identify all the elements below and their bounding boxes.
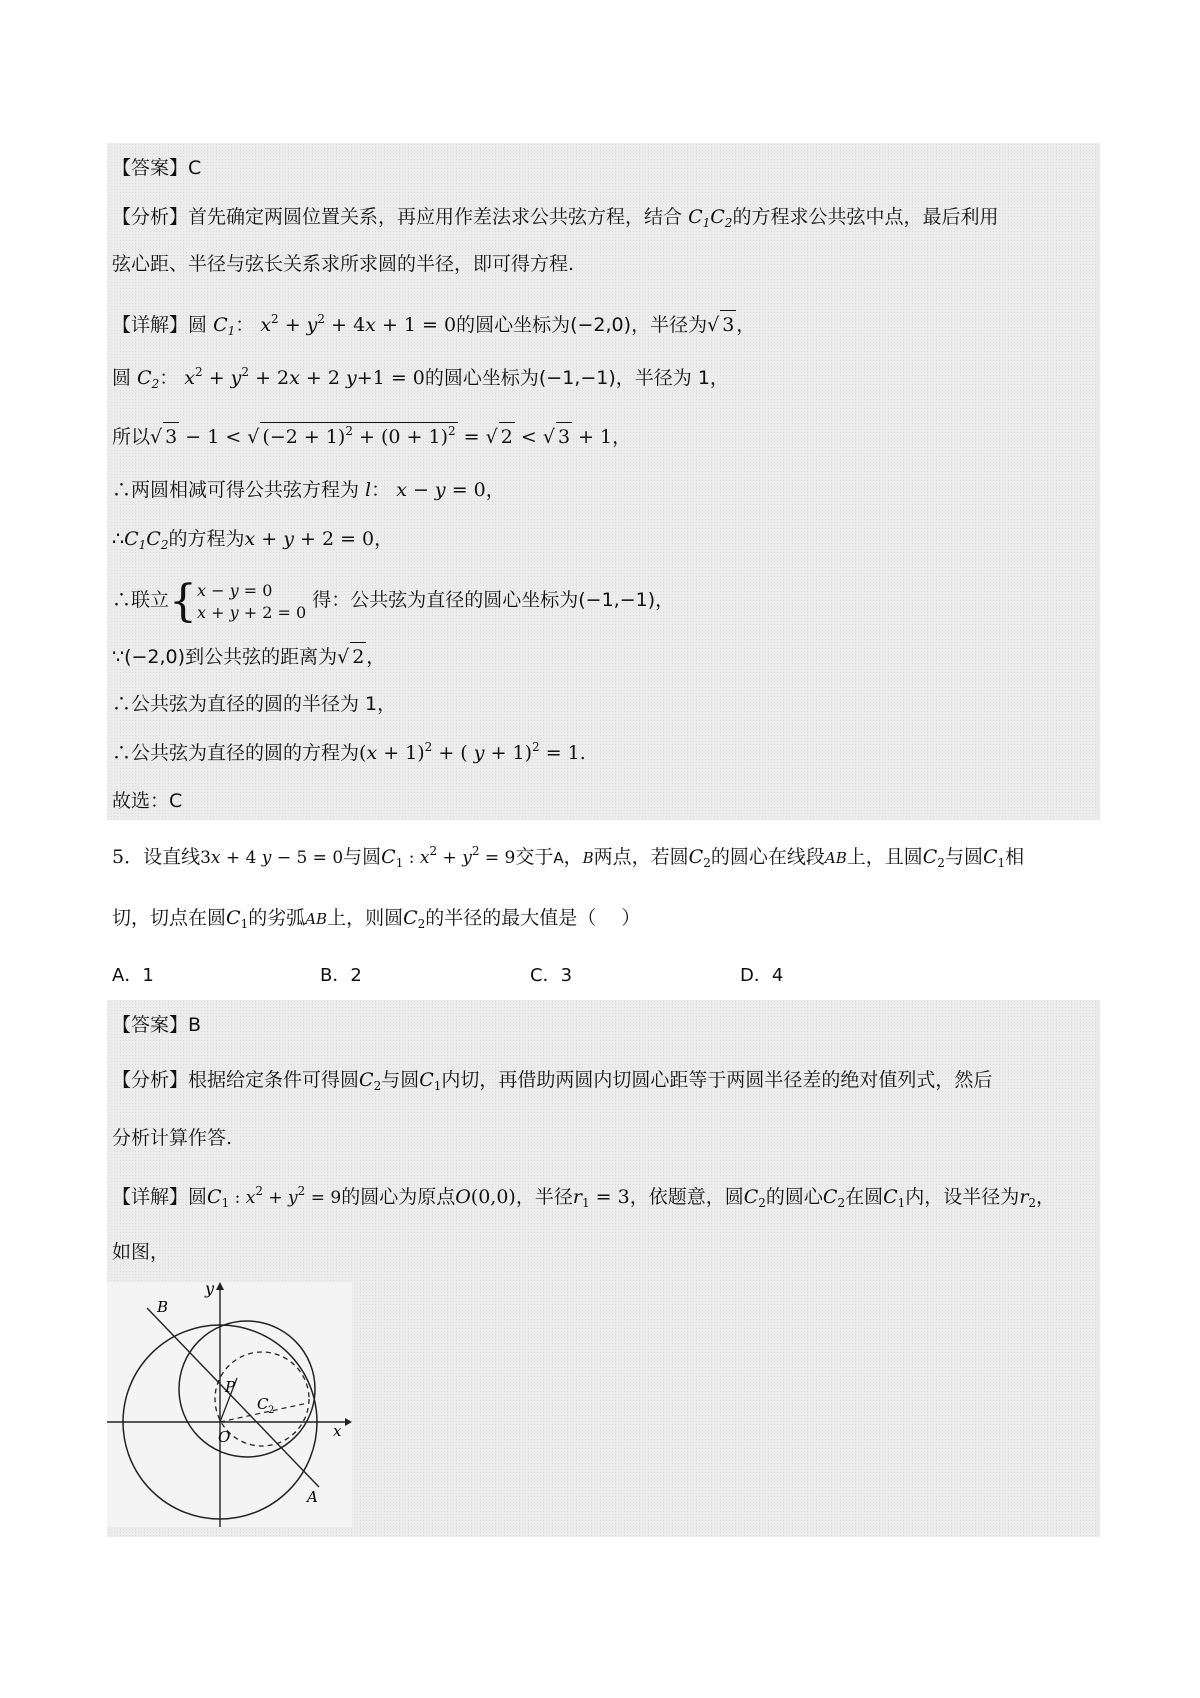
option-b: B．2 <box>320 965 362 986</box>
detail-line-2: 圆 $C_2$： $x^2 + y^2 + 2x + 2$ y+1 = 0的圆心坐标为(−1,−1)，半径为 1， <box>112 365 729 391</box>
detail-line-8: ∴公共弦为直径的圆的半径为 1， <box>112 693 397 715</box>
analysis-line-2: 弦心距、半径与弦长关系求所求圆的半径，即可得方程. <box>112 253 575 275</box>
option-c: C．3 <box>530 965 573 986</box>
label-p: P <box>225 1378 236 1396</box>
option-a: A．1 <box>112 965 154 986</box>
detail-line-6: ∴联立{x − y = 0 x + y + 2 = 0 得：公共弦为直径的圆心坐标为(−1,−1)， <box>112 576 675 627</box>
detail-line-1: 【详解】圆 $C_1$： $x^2 + y^2 + 4x + 1 = 0$的圆心坐标为(−2,0)，半径为√ 3 ， <box>112 312 756 338</box>
x-axis-arrow <box>345 1418 352 1426</box>
formula-c2: $x^2 + y^2 + 2x + 2$ y+1 = 0 <box>184 365 425 389</box>
line-ab <box>147 1308 319 1487</box>
option-d: D．4 <box>740 965 784 986</box>
detail-line-12: 如图， <box>112 1241 170 1263</box>
answer-tag: 【答案】 <box>112 157 189 179</box>
detail-line-9: ∴公共弦为直径的圆的方程为$(x + 1)^2$ + ( y + 1)$^2$ = 1. <box>112 740 586 764</box>
label-c2: C <box>257 1395 269 1413</box>
question-5-line-2: 切，切点在圆$C_1$的劣弧AB上，则圆$C_2$的半径的最大值是（ ） <box>112 907 641 931</box>
label-o: O <box>218 1428 231 1446</box>
answer-line-1 <box>112 154 1100 182</box>
label-x: x <box>333 1422 342 1440</box>
detail-line-7: ∵(−2,0)到公共弦的距离为√ 2 ， <box>112 642 1100 671</box>
detail-line-3: 所以√ 3 − 1 < √ $(-2 + 1)^2 + (0 + 1)^2$ = √ 2 < √ 3 + 1， <box>112 422 1100 451</box>
label-y: y <box>205 1282 215 1298</box>
analysis-tag: 【分析】 <box>112 206 189 228</box>
formula-c1: $x^2 + y^2 + 4x + 1 = 0$ <box>260 312 457 336</box>
detail-line-5: $\therefore C_1C_2$的方程为x + y + 2 = 0， <box>112 528 394 552</box>
answer-line-2: 【答案】B <box>112 1014 202 1036</box>
detail-tag: 【详解】 <box>112 314 189 336</box>
detail-line-11: 【详解】圆$C_1$ : $x^2 + y^2 = 9$的圆心为原点O(0,0)，半径$r_1 = 3$，依题意，圆$C_2$的圆心$C_2$在圆$C_1$内，设半径为$r_2$， <box>112 1184 1056 1210</box>
circle-tangent <box>179 1321 315 1457</box>
inequality-formula: √ 3 − 1 < √ $(-2 + 1)^2 + (0 + 1)^2$ = √ 2 < √ 3 + 1 <box>150 426 612 448</box>
answer-value: C <box>188 157 202 179</box>
analysis-line-4: 分析计算作答. <box>112 1127 233 1149</box>
system-of-equations: {x − y = 0 x + y + 2 = 0 <box>169 576 307 627</box>
detail-line-4: ∴两圆相减可得公共弦方程为 l： x − y = 0， <box>112 479 505 501</box>
y-axis-arrow <box>216 1282 224 1290</box>
label-b: B <box>157 1298 169 1316</box>
circle-diagram <box>107 1282 352 1527</box>
geometry-figure <box>107 1282 352 1527</box>
label-a: A <box>307 1488 318 1506</box>
question-5-line-1: 5．设直线3x + 4 y − 5 = 0与圆$C_1$ : $x^2 + y^2 = 9$交于A，B两点，若圆$C_2$的圆心在线段AB上，且圆$C_2$与圆$C_1$相 <box>112 844 1025 870</box>
label-c2-sub: 2 <box>268 1405 275 1416</box>
analysis-line-3: 【分析】根据给定条件可得圆$C_2$与圆$C_1$内切，再借助两圆内切圆心距等于两圆半径差的绝对值列式，然后 <box>112 1069 993 1093</box>
detail-line-10: 故选：C <box>112 790 183 812</box>
analysis-line-1: 【分析】首先确定两圆位置关系，再应用作差法求公共弦方程，结合 $C_1C_2$的方程求公共弦中点，最后利用 <box>112 206 999 230</box>
